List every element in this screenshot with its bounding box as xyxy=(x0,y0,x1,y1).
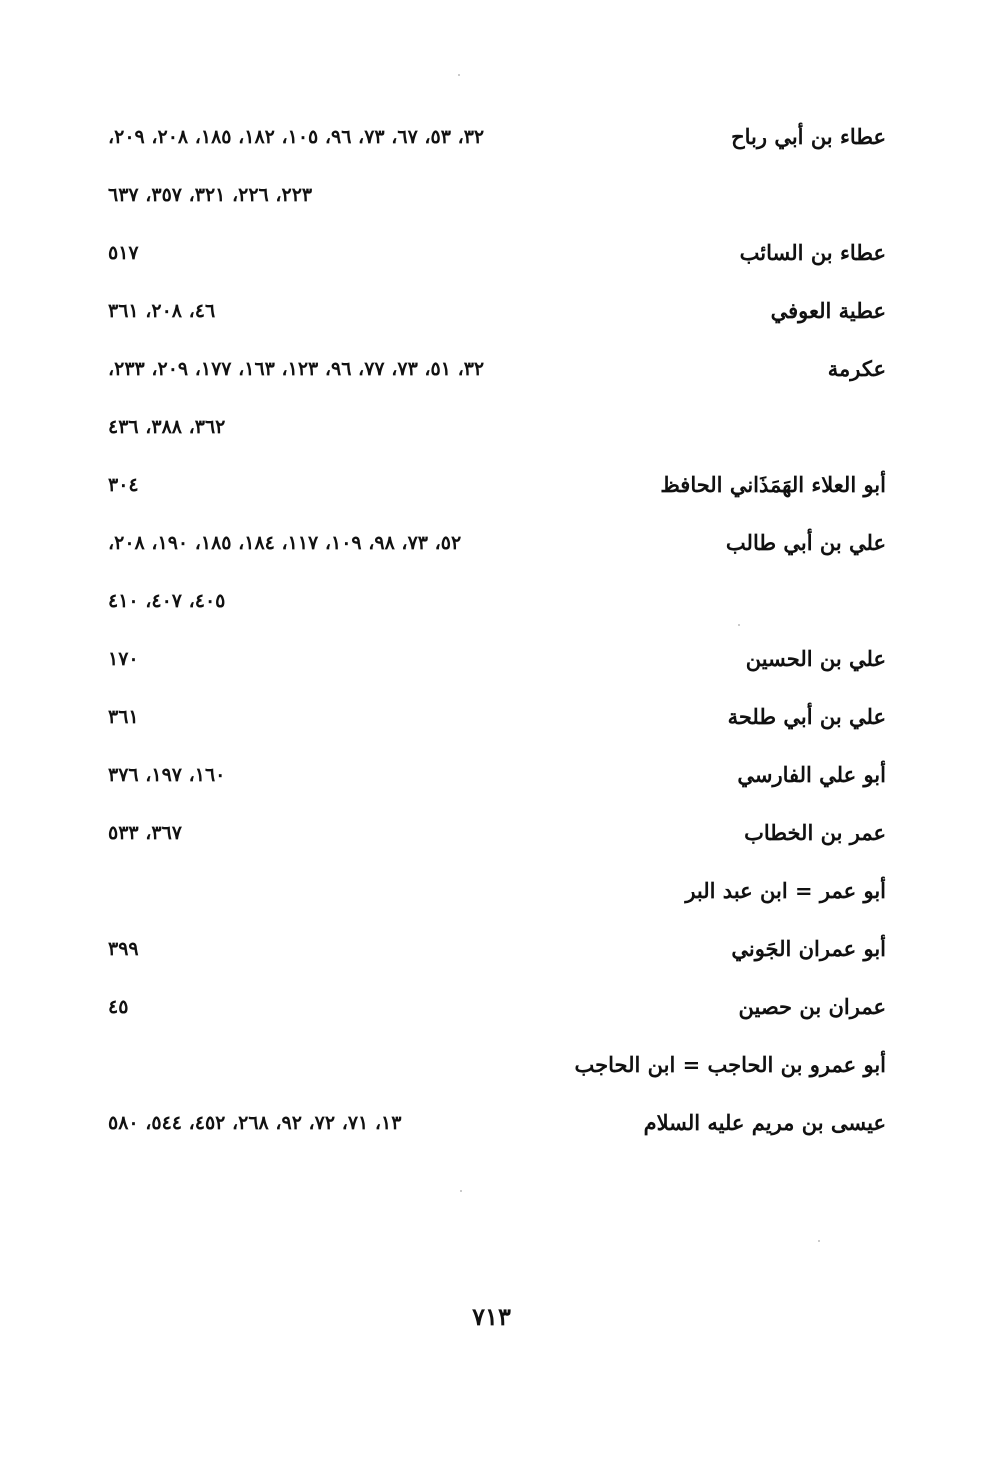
index-entry xyxy=(108,350,886,408)
index-entry-continuation xyxy=(108,582,886,640)
entry-name: علي بن أبي طلحة xyxy=(727,704,886,729)
entry-page-refs: ٣٦٢، ٣٨٨، ٤٣٦ xyxy=(108,416,226,438)
entry-name: عكرمة xyxy=(827,356,886,381)
index-entry xyxy=(108,640,886,698)
entry-name: أبو عمران الجَوني xyxy=(731,936,886,961)
entry-page-refs: ٥١٧ xyxy=(108,242,139,264)
index-entry-cross-reference xyxy=(108,1046,886,1104)
index-entry xyxy=(108,292,886,350)
page-number: ٧١٣ xyxy=(472,1302,511,1331)
entry-name: أبو عمرو بن الحاجب = ابن الحاجب xyxy=(574,1052,886,1077)
index-entry xyxy=(108,988,886,1046)
index-entry-continuation xyxy=(108,408,886,466)
entry-page-refs: ٥٢، ٧٣، ٩٨، ١٠٩، ١١٧، ١٨٤، ١٨٥، ١٩٠، ٢٠٨، xyxy=(108,532,462,554)
entry-name: عيسى بن مريم عليه السلام xyxy=(643,1110,886,1135)
entry-page-refs: ١٦٠، ١٩٧، ٣٧٦ xyxy=(108,764,226,786)
index-entry xyxy=(108,466,886,524)
entry-page-refs: ٤٥ xyxy=(108,996,129,1018)
index-entry xyxy=(108,698,886,756)
index-entry xyxy=(108,118,886,176)
entry-page-refs: ٣٦١ xyxy=(108,706,139,728)
entry-name: عمر بن الخطاب xyxy=(744,820,886,845)
index-entry xyxy=(108,814,886,872)
entry-page-refs: ١٣، ٧١، ٧٢، ٩٢، ٢٦٨، ٤٥٢، ٥٤٤، ٥٨٠ xyxy=(108,1112,402,1134)
scan-speck xyxy=(738,624,740,626)
entry-name: علي بن أبي طالب xyxy=(725,530,886,555)
entry-name: عطاء بن أبي رباح xyxy=(731,124,886,149)
index-entry xyxy=(108,756,886,814)
index-entry xyxy=(108,524,886,582)
scan-speck xyxy=(818,1240,820,1242)
entry-name: علي بن الحسين xyxy=(745,646,886,671)
entry-page-refs: ٤٦، ٢٠٨، ٣٦١ xyxy=(108,300,216,322)
entry-page-refs: ٣٢، ٥١، ٧٣، ٧٧، ٩٦، ١٢٣، ١٦٣، ١٧٧، ٢٠٩، ٢٣٣، xyxy=(108,358,485,380)
entry-name: عمران بن حصين xyxy=(738,994,886,1019)
scan-speck xyxy=(460,1190,462,1192)
index-entry xyxy=(108,930,886,988)
entry-name: أبو علي الفارسي xyxy=(737,762,886,787)
entry-page-refs: ٣٩٩ xyxy=(108,938,139,960)
index-entry-cross-reference xyxy=(108,872,886,930)
entry-page-refs: ٣٦٧، ٥٣٣ xyxy=(108,822,182,844)
entry-page-refs: ٤٠٥، ٤٠٧، ٤١٠ xyxy=(108,590,226,612)
entry-page-refs: ٣٠٤ xyxy=(108,474,139,496)
entry-page-refs: ١٧٠ xyxy=(108,648,139,670)
scan-speck xyxy=(458,74,460,76)
entry-name: عطية العوفي xyxy=(770,298,886,323)
entry-name: عطاء بن السائب xyxy=(739,240,886,265)
index-entry-continuation xyxy=(108,176,886,234)
entry-name: أبو عمر = ابن عبد البر xyxy=(685,878,886,903)
index-entry xyxy=(108,1104,886,1162)
entry-page-refs: ٢٢٣، ٢٢٦، ٣٢١، ٣٥٧، ٦٣٧ xyxy=(108,184,313,206)
index-entry xyxy=(108,234,886,292)
entry-name: أبو العلاء الهَمَذَاني الحافظ xyxy=(660,472,886,497)
entry-page-refs: ٣٢، ٥٣، ٦٧، ٧٣، ٩٦، ١٠٥، ١٨٢، ١٨٥، ٢٠٨، ٢٠٩، xyxy=(108,126,485,148)
name-index-list xyxy=(108,118,886,1162)
